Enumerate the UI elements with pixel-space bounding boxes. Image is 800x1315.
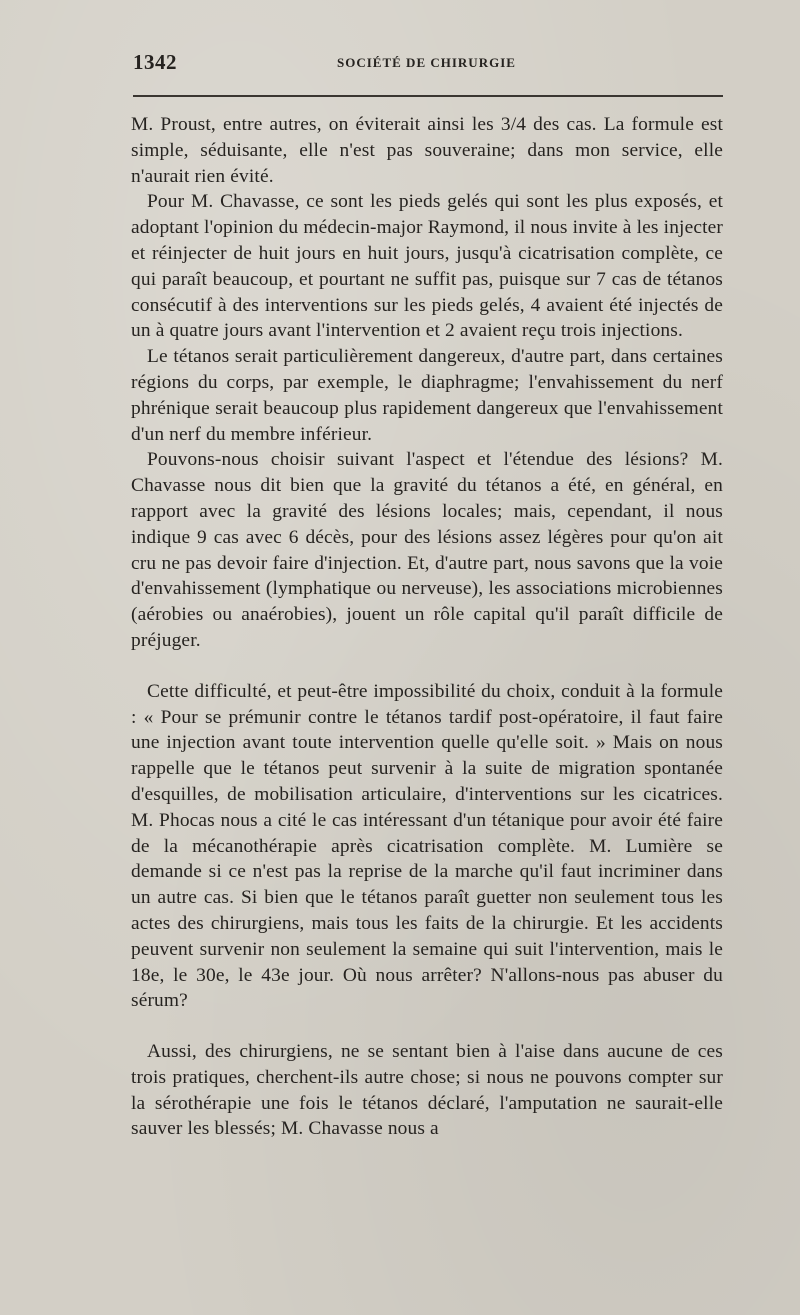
journal-title: SOCIÉTÉ DE CHIRURGIE xyxy=(337,55,516,70)
paragraph-6: Aussi, des chirurgiens, ne se sentant bien à l'aise dans aucune de ces trois pratiques, cherchent-ils autre chose; si nous ne pouvons compter sur la sérothérapie une fois le tétanos déclaré, l'amputation ne saurait-elle sauver les blessés; M. Chavasse nous a xyxy=(131,1041,723,1140)
header-rule xyxy=(133,95,723,97)
paragraph-5: Cette difficulté, et peut-être impossibilité du choix, conduit à la formule : « Pour se prémunir contre le tétanos tardif post-opératoire, il faut faire une injection avant toute intervention quelle qu'elle soit. » Mais on nous rappelle que le tétanos peut survenir à la suite de migration spontanée d'esquilles, de mobilisation articulaire, d'interventions sur les cicatrices. M. Phocas nous a cité le cas intéressant d'un tétanique pour avoir été faire de la mécanothérapie après cicatrisation complète. M. Lumière se demande si ce n'est pas la reprise de la marche qu'il faut incriminer dans un autre cas. Si bien que le tétanos paraît guetter non seulement tous les actes des chirurgiens, mais tous les faits de la chirurgie. Et les accidents peuvent survenir non seulement la semaine qui suit l'intervention, mais le 18e, le 30e, le 43e jour. Où nous arrêter? N'allons-nous pas abuser du sérum? xyxy=(131,680,723,1012)
paragraph-3: Le tétanos serait particulièrement dangereux, d'autre part, dans certaines régions du corps, par exemple, le diaphragme; l'envahissement du nerf phrénique serait beaucoup plus rapidement dangereux que l'envahissement d'un nerf du membre inférieur. xyxy=(131,346,723,445)
paragraph-1: M. Proust, entre autres, on éviterait ainsi les 3/4 des cas. La formule est simple, séduisante, elle n'est pas souveraine; dans mon service, elle n'aurait rien évité. xyxy=(131,114,723,187)
paragraph-2: Pour M. Chavasse, ce sont les pieds gelés qui sont les plus exposés, et adoptant l'opinion du médecin-major Raymond, il nous invite à les injecter et réinjecter de huit jours en huit jours, jusqu'à cicatrisation complète, ce qui paraît beaucoup, et pourtant ne suffit pas, puisque sur 7 cas de tétanos consécutif à des interventions sur les pieds gelés, 4 avaient été injectés de un à quatre jours avant l'intervention et 2 avaient reçu trois injections. xyxy=(131,191,723,342)
running-head xyxy=(133,50,723,80)
body-text xyxy=(131,112,723,1142)
page-number: 1342 xyxy=(133,50,177,74)
paragraph-4: Pouvons-nous choisir suivant l'aspect et l'étendue des lésions? M. Chavasse nous dit bien que la gravité du tétanos a été, en général, en rapport avec la gravité des lésions locales; mais, cependant, il nous indique 9 cas avec 6 décès, pour des lésions assez légères pour qu'on ait cru ne pas devoir faire d'injection. Et, d'autre part, nous savons que la voie d'envahissement (lymphatique ou nerveuse), les associations microbiennes (aérobies ou anaérobies), jouent un rôle capital qu'il paraît difficile de préjuger. xyxy=(131,449,723,651)
